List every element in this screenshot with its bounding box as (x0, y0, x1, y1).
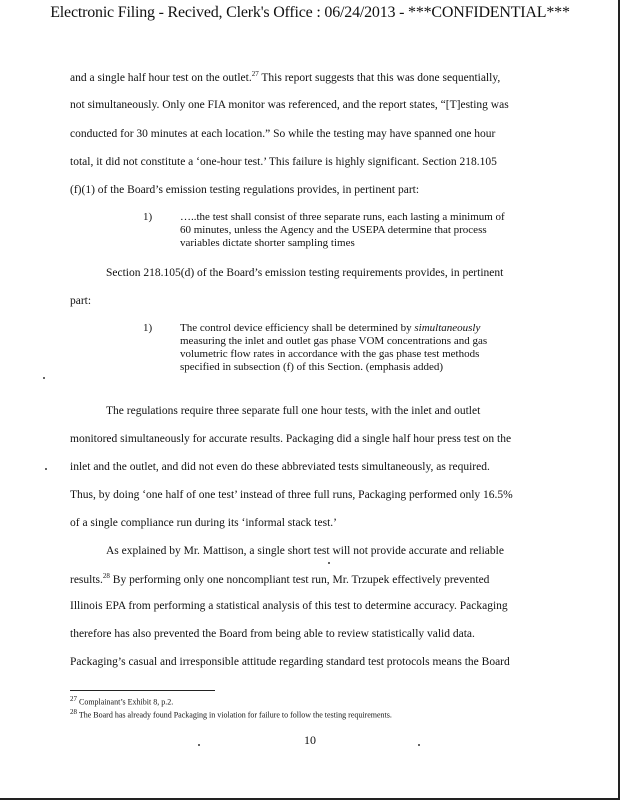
body-line: conducted for 30 minutes at each location.” So while the testing may have spanned one hour (70, 128, 496, 140)
block-quote: The control device efficiency shall be determined by simultaneously measuring the inlet and outlet gas phase VOM concentrations and gas volumetric flow rates in accordance with the gas phase test methods specified in subsection (f) of this Section. (emphasis added) (180, 322, 488, 373)
scan-speck (45, 468, 47, 470)
scan-speck (418, 744, 420, 746)
body-line: of a single compliance run during its ‘informal stack test.’ (70, 517, 337, 529)
scan-speck (198, 744, 200, 746)
body-line: therefore has also prevented the Board from being able to review statistically valid data. (70, 628, 475, 640)
block-quote: …..the test shall consist of three separate runs, each lasting a minimum of 60 minutes, unless the Agency and the USEPA determine that process variables dictate shorter sampling times (180, 211, 505, 249)
body-line: Thus, by doing ‘one half of one test’ instead of three full runs, Packaging performed only 16.5% (70, 489, 513, 501)
body-line: not simultaneously. Only one FIA monitor was referenced, and the report states, “[T]esting was (70, 99, 509, 111)
filing-header: Electronic Filing - Recived, Clerk's Office : 06/24/2013 - ***CONFIDENTIAL*** (50, 4, 570, 21)
body-line: Packaging’s casual and irresponsible attitude regarding standard test protocols means the Board (70, 656, 510, 668)
body-line: As explained by Mr. Mattison, a single short test will not provide accurate and reliable (106, 545, 504, 557)
scan-speck (43, 377, 45, 379)
body-line: total, it did not constitute a ‘one-hour test.’ This failure is highly significant. Section 218.105 (70, 156, 497, 168)
footnote-ref: 28 (102, 572, 110, 580)
body-line: part: (70, 295, 92, 307)
footnote: 28 The Board has already found Packaging in violation for failure to follow the testing requirements. (70, 708, 392, 720)
quote-number: 1) (143, 211, 153, 223)
body-line: monitored simultaneously for accurate results. Packaging did a single half hour press test on the (70, 433, 512, 445)
body-line: Section 218.105(d) of the Board’s emission testing requirements provides, in pertinent (106, 267, 504, 279)
body-line: (f)(1) of the Board’s emission testing regulations provides, in pertinent part: (70, 184, 420, 196)
emphasis: simultaneously (414, 322, 481, 334)
footnote-ref: 27 (251, 70, 259, 78)
body-line: Illinois EPA from performing a statistical analysis of this test to determine accuracy. Packaging (70, 600, 508, 612)
body-line: inlet and the outlet, and did not even do these abbreviated tests simultaneously, as required. (70, 461, 490, 473)
body-line: The regulations require three separate full one hour tests, with the inlet and outlet (106, 405, 481, 417)
quote-number: 1) (143, 322, 153, 334)
page-number: 10 (304, 733, 316, 747)
footnote: 27 Complainant’s Exhibit 8, p.2. (70, 695, 174, 707)
scan-speck (328, 562, 330, 564)
footnote-rule (70, 690, 215, 691)
body-line: results.$^{28}$ By performing only one noncompliant test run, Mr. Trzupek effectively prevented (70, 572, 490, 586)
body-line: and a single half hour test on the outlet.$^{27}$ This report suggests that this was done sequentially, (70, 70, 501, 84)
